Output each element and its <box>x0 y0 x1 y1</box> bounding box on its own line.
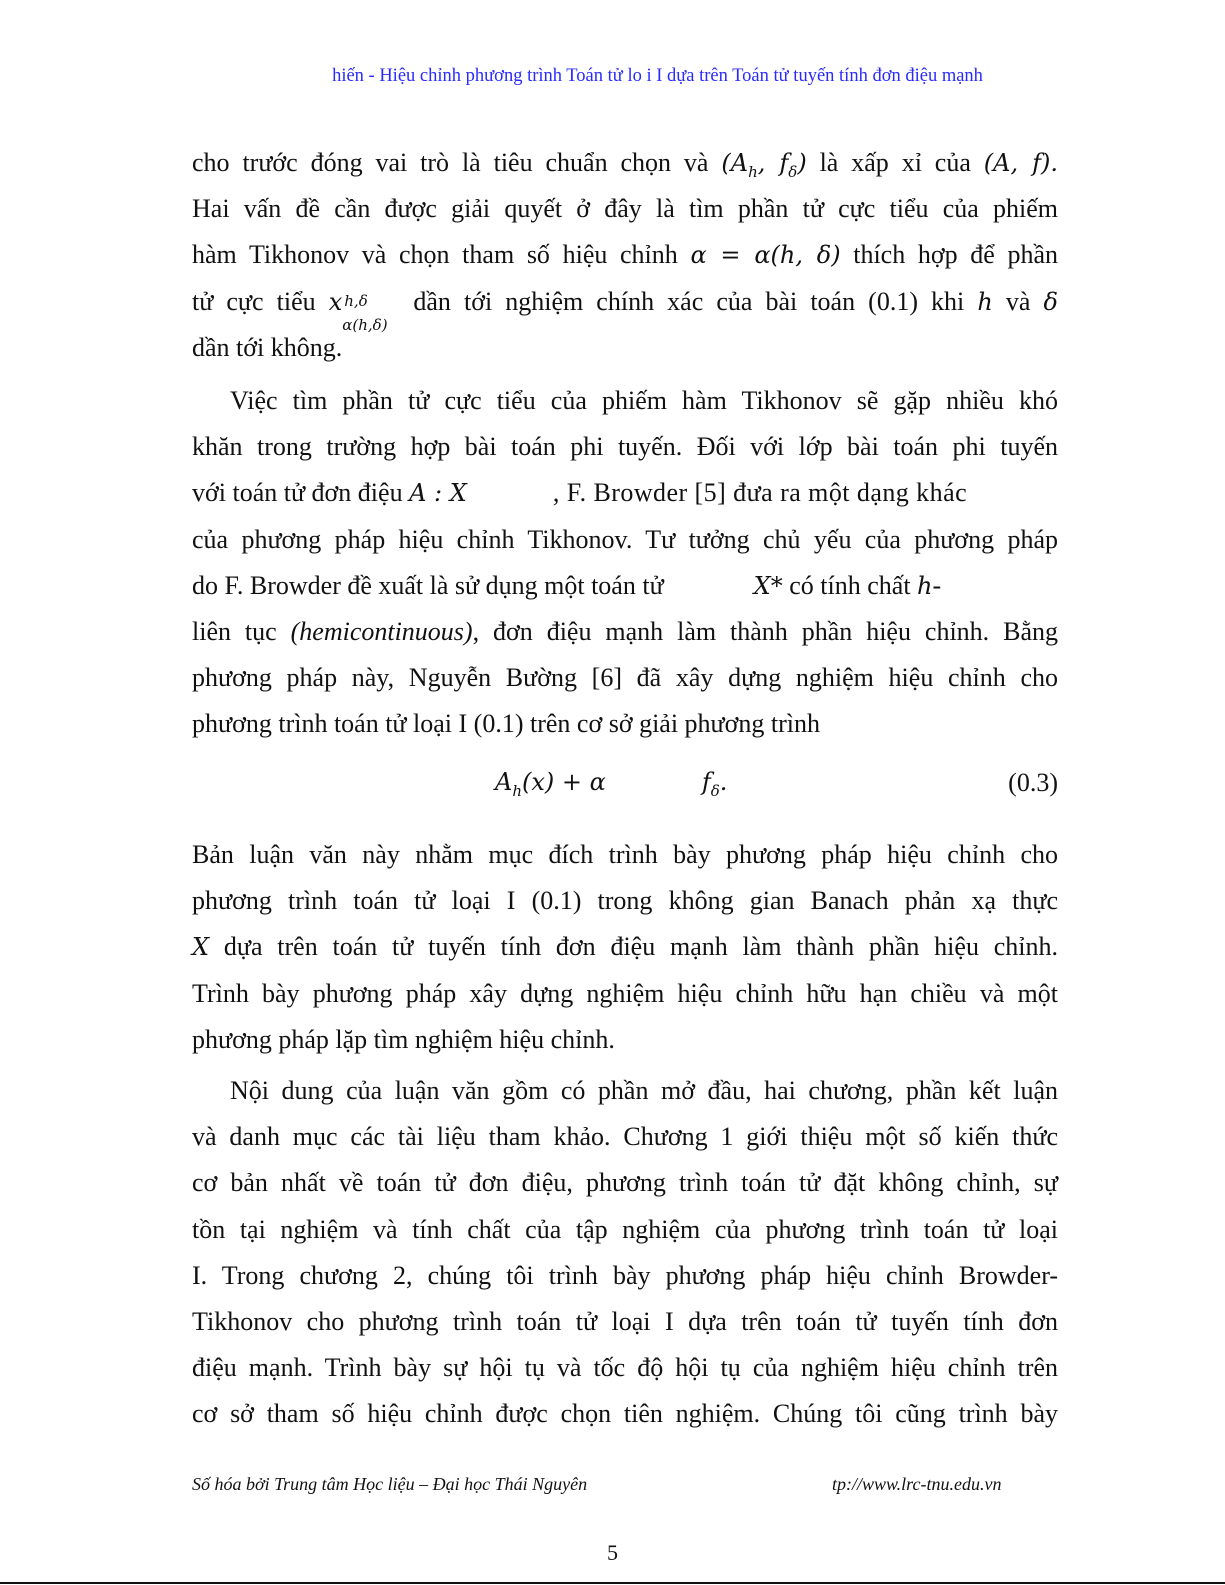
paragraph-2-line-8: phương trình toán tử loại I (0.1) trên cơ sở giải phương trình <box>192 709 820 739</box>
paragraph-1-line-3: hàm Tikhonov và chọn tham số hiệu chỉnh α = α(h, δ) thích hợp để phần <box>192 240 1059 270</box>
display-equation <box>192 768 1058 814</box>
paragraph-1-line-2: Hai vấn đề cần được giải quyết ở đây là tìm phần tử cực tiểu của phiếm <box>192 194 1058 224</box>
paragraph-4-line-8: cơ sở tham số hiệu chỉnh được chọn tiên nghiệm. Chúng tôi cũng trình bày <box>192 1399 1058 1429</box>
paragraph-3-line-2: phương trình toán tử loại I (0.1) trong không gian Banach phản xạ thực <box>192 886 1058 916</box>
paragraph-4-line-1: Nội dung của luận văn gồm có phần mở đầu, hai chương, phần kết luận <box>230 1076 1058 1105</box>
paragraph-4-line-2: và danh mục các tài liệu tham khảo. Chương 1 giới thiệu một số kiến thức <box>192 1122 1058 1152</box>
paragraph-2-line-3: với toán tử đơn điệu A : X , F. Browder [5] đưa ra một dạng khác <box>192 478 968 508</box>
paragraph-3-line-3: X dựa trên toán tử tuyến tính đơn điệu mạnh làm thành phần hiệu chỉnh. <box>192 932 1058 962</box>
footer-digitization-note: Số hóa bởi Trung tâm Học liệu – Đại học Thái Nguyên <box>192 1474 588 1494</box>
paragraph-4 <box>192 1068 1058 1438</box>
paragraph-2-line-5: do F. Browder đề xuất là sử dụng một toán tử X* có tính chất h- <box>192 570 942 600</box>
equation-expression: $A_h(x) + \alpha$ $f_\delta$. <box>495 768 728 800</box>
paragraph-4-line-7: điệu mạnh. Trình bày sự hội tụ và tốc độ hội tụ của nghiệm hiệu chỉnh trên <box>192 1353 1058 1383</box>
paragraph-3-line-4: Trình bày phương pháp xây dựng nghiệm hiệu chỉnh hữu hạn chiều và một <box>192 978 1058 1008</box>
paragraph-3-line-5: phương pháp lặp tìm nghiệm hiệu chỉnh. <box>192 1024 615 1054</box>
paragraph-2-line-6: liên tục (hemicontinuous), đơn điệu mạnh làm thành phần hiệu chỉnh. Bằng <box>192 616 1058 646</box>
paragraph-1-line-1: cho trước đóng vai trò là tiêu chuẩn chọn và ($A_h$, $f_\delta$) là xấp xỉ của (A, f). <box>192 148 1059 181</box>
paragraph-4-line-5: I. Trong chương 2, chúng tôi trình bày phương pháp hiệu chỉnh Browder- <box>192 1260 1058 1290</box>
paragraph-2-line-2: khăn trong trường hợp bài toán phi tuyến. Đối với lớp bài toán phi tuyến <box>192 432 1058 462</box>
running-header-text: hiến - Hiệu chỉnh phương trình Toán tử lo i I dựa trên Toán tử tuyến tính đơn điệu mạnh <box>332 66 983 86</box>
paragraph-2 <box>192 378 1058 748</box>
paragraph-1 <box>192 140 1058 371</box>
footer-url: tp://www.lrc-tnu.edu.vn <box>832 1474 1002 1494</box>
paragraph-4-line-4: tồn tại nghiệm và tính chất của tập nghiệm của phương trình toán tử loại <box>192 1214 1058 1244</box>
paragraph-2-line-7: phương pháp này, Nguyễn Bường [6] đã xây dựng nghiệm hiệu chỉnh cho <box>192 663 1058 693</box>
paragraph-3 <box>192 832 1058 1063</box>
bottom-divider <box>0 1582 1225 1584</box>
page-number: 5 <box>607 1540 618 1565</box>
paragraph-2-line-1: Việc tìm phần tử cực tiểu của phiếm hàm Tikhonov sẽ gặp nhiều khó <box>230 386 1058 415</box>
paragraph-1-line-4: tử cực tiểu x h,δ α(h,δ) dần tới nghiệm chính xác của bài toán (0.1) khi h và δ <box>192 286 1058 334</box>
paragraph-4-line-3: cơ bản nhất về toán tử đơn điệu, phương trình toán tử đặt không chỉnh, sự <box>192 1168 1058 1198</box>
paragraph-4-line-6: Tikhonov cho phương trình toán tử loại I dựa trên toán tử tuyến tính đơn <box>192 1306 1058 1336</box>
running-header <box>0 66 1225 87</box>
paragraph-3-line-1: Bản luận văn này nhằm mục đích trình bày phương pháp hiệu chỉnh cho <box>192 840 1058 869</box>
paragraph-2-line-4: của phương pháp hiệu chỉnh Tikhonov. Tư tưởng chủ yếu của phương pháp <box>192 524 1058 554</box>
equation-number: (0.3) <box>1008 768 1058 797</box>
paragraph-1-line-5: dần tới không. <box>192 332 343 362</box>
